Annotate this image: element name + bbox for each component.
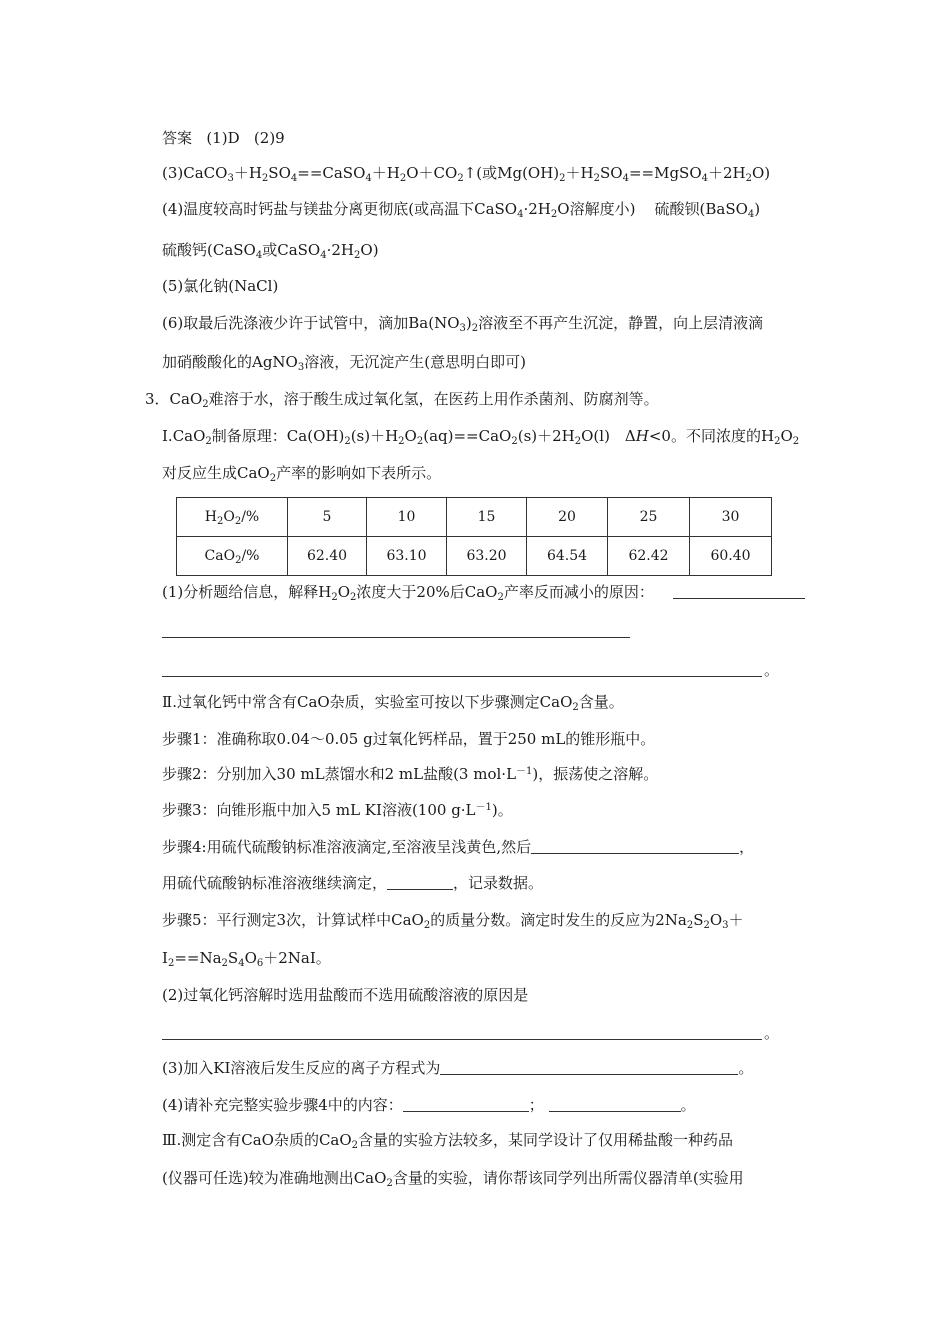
table-row (177, 498, 772, 537)
part-3-line-2: (仪器可任选)较为准确地测出CaO$_2$含量的实验，请你帮该同学列出所需仪器清单(实验用 (162, 1169, 744, 1189)
table-cell: 63.20 (447, 537, 527, 576)
answer-5: (5)氯化钠(NaCl) (162, 277, 279, 295)
part-3-line-1: Ⅲ.测定含有CaO杂质的CaO$_2$含量的实验方法较多，某同学设计了仅用稀盐酸一种药品 (162, 1131, 734, 1151)
answer-6-line-1: (6)取最后洗涤液少许于试管中，滴加$Ba(NO_3)_2$溶液至不再产生沉淀，静置，向上层清液滴 (162, 314, 764, 334)
sub-question-4: (4)请补充完整实验步骤4中的内容： ； 。 (162, 1096, 696, 1114)
step-4-line-2: 用硫代硫酸钠标准溶液继续滴定， ，记录数据。 (162, 874, 544, 892)
table-cell: 64.54 (527, 537, 608, 576)
step-5-line-1: 步骤5：平行测定3次，计算试样中CaO$_2$的质量分数。滴定时发生的反应为$2Na_2S_2O_3+$ (162, 911, 744, 931)
answer-6-line-2: 加硝酸酸化的AgNO$_3$溶液，无沉淀产生(意思明白即可) (162, 353, 526, 373)
answer-blank[interactable] (440, 1058, 738, 1075)
table-cell: 62.42 (608, 537, 690, 576)
step-2: 步骤2：分别加入30 mL蒸馏水和2 mL盐酸(3 $mol\cdot L^{-1}$)，振荡使之溶解。 (162, 765, 659, 783)
table-cell: 20 (527, 498, 608, 537)
answer-blank[interactable] (531, 837, 739, 854)
answer-4-line-2: 硫酸钙(CaSO$_4$或$CaSO_4\cdot 2H_2O$) (162, 241, 379, 261)
answer-4-line-1: (4)温度较高时钙盐与镁盐分离更彻底(或高温下$CaSO_4\cdot 2H_2O$溶解度小) 硫酸钡(BaSO$_4$) (162, 200, 761, 220)
answer-1: (1)D (206, 129, 240, 147)
question-3-intro: 3．CaO$_2$难溶于水，溶于酸生成过氧化氢，在医药上用作杀菌剂、防腐剂等。 (145, 390, 659, 410)
answer-blank[interactable] (387, 873, 453, 890)
table-cell: 5 (288, 498, 367, 537)
table-cell: 15 (447, 498, 527, 537)
table-header-h2o2: $H_2O_2/\%$ (177, 498, 288, 537)
sub-question-3: (3)加入KI溶液后发生反应的离子方程式为 。 (162, 1059, 754, 1077)
answer-line-1 (162, 128, 285, 148)
sub-question-1: (1)分析题给信息，解释$H_2O_2$浓度大于20%后CaO$_2$产率反而减小的原因： (162, 583, 654, 603)
data-table (176, 497, 772, 576)
part-1-principle-cont: 对反应生成CaO$_2$产率的影响如下表所示。 (162, 464, 442, 484)
period: 。 (764, 661, 780, 679)
answer-3: $(3)CaCO_3+H_2SO_4==CaSO_4+H_2O+CO_2↑$(或$Mg(OH)_2+H_2SO_4==MgSO_4+2H_2O$) (162, 164, 771, 184)
table-header-cao2: CaO$_2$/% (177, 537, 288, 576)
part-1-principle: Ⅰ.CaO$_2$制备原理：$Ca(OH)_2(s)+H_2O_2(aq)==CaO_2(s)+2H_2O(l)$ ΔH<0。不同浓度的$H_2O_2$ (162, 427, 800, 447)
answer-2: (2)9 (253, 129, 285, 147)
answer-blank[interactable] (403, 1095, 529, 1112)
answer-blank[interactable] (549, 1095, 681, 1112)
part-2-intro: Ⅱ.过氧化钙中常含有CaO杂质，实验室可按以下步骤测定CaO$_2$含量。 (162, 693, 624, 713)
answer-blank[interactable] (162, 637, 630, 638)
table-cell: 60.40 (690, 537, 772, 576)
sub-question-2: (2)过氧化钙溶解时选用盐酸而不选用硫酸溶液的原因是 (162, 986, 529, 1004)
table-row (177, 537, 772, 576)
answer-blank[interactable] (673, 598, 805, 599)
step-4-line-1: 步骤4:用硫代硫酸钠标准溶液滴定,至溶液呈浅黄色,然后 ， (162, 838, 755, 856)
step-3: 步骤3：向锥形瓶中加入5 mL KI溶液(100 $g\cdot L^{-1}$)。 (162, 801, 513, 819)
answer-blank[interactable] (162, 676, 762, 677)
step-1: 步骤1：准确称取0.04～0.05 g过氧化钙样品，置于250 mL的锥形瓶中。 (162, 730, 656, 748)
period: 。 (764, 1024, 780, 1042)
step-5-line-2: $I_2==Na_2S_4O_6+2NaI$。 (162, 949, 331, 969)
table-cell: 30 (690, 498, 772, 537)
table-cell: 63.10 (367, 537, 447, 576)
table-cell: 62.40 (288, 537, 367, 576)
table-cell: 10 (367, 498, 447, 537)
answer-blank[interactable] (162, 1039, 762, 1040)
answer-label: 答案 (162, 129, 193, 147)
table-cell: 25 (608, 498, 690, 537)
